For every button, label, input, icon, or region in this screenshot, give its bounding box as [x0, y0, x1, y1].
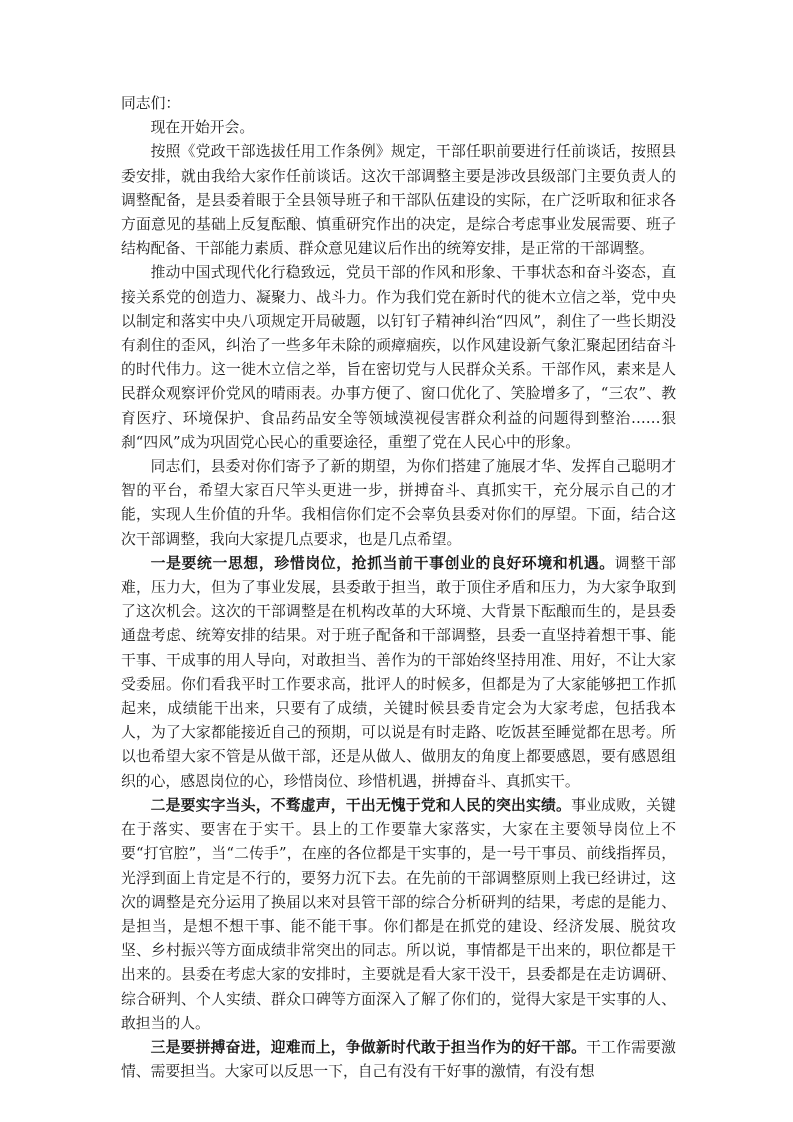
- section-two-body: 事业成败，关键在于落实、要害在于实干。县上的工作要靠大家落实，大家在主要领导岗位上不要“打官腔”，当“二传手”，在座的各位都是干实事的，是一号干事员、前线指挥员，光浮到面上肯定是不行的，要努力沉下去。在先前的干部调整原则上我已经讲过，这次的调整是充分运用了换届以来对县管干部的综合分析研判的结果，考虑的是能力、是担当，是想不想干事、能不能干事。你们都是在抓党的建设、经济发展、脱贫攻坚、乡村振兴等方面成绩非常突出的同志。所以说，事情都是干出来的，职位都是干出来的。县委在考虑大家的安排时，主要就是看大家干没干，县委都是在走访调研、综合研判、个人实绩、群众口碑等方面深入了解了你们的，觉得大家是干实事的人、敢担当的人。: [121, 796, 676, 1032]
- paragraph-expectation: 同志们，县委对你们寄予了新的期望，为你们搭建了施展才华、发挥自己聪明才智的平台，希望大家百尺竿头更进一步，拼搏奋斗、真抓实干，充分展示自己的才能，实现人生价值的升华。我相信你们定不会辜负县委对你们的厚望。下面，结合这次干部调整，我向大家提几点要求，也是几点希望。: [121, 458, 676, 548]
- paragraph-intro: 按照《党政干部选拔任用工作条例》规定，干部任职前要进行任前谈话，按照县委安排，就由我给大家作任前谈话。这次干部调整主要是涉改县级部门主要负责人的调整配备，是县委着眼于全县领导班子和干部队伍建设的实际，在广泛听取和征求各方面意见的基础上反复酝酿、慎重研究作出的决定，是综合考虑事业发展需要、班子结构配备、干部能力素质、群众意见建议后作出的统筹安排，是正常的干部调整。: [121, 143, 676, 258]
- section-two: [121, 794, 676, 1036]
- opening-line: 现在开始开会。: [150, 119, 255, 137]
- section-two-title: 二是要实字当头，不骛虚声，干出无愧于党和人民的突出实绩。: [150, 796, 572, 814]
- section-one-title: 一是要统一思想，珍惜岗位，抢抓当前干事创业的良好环境和机遇。: [150, 554, 615, 572]
- salutation: 同志们：: [121, 95, 181, 112]
- document-body: [121, 92, 676, 1084]
- section-one-body: 调整干部难，压力大，但为了事业发展，县委敢于担当，敢于顶住矛盾和压力，为大家争取到了这次机会。这次的干部调整是在机构改革的大环境、大背景下酝酿而生的，是县委通盘考虑、统筹安排的结果。对于班子配备和干部调整，县委一直坚持着想干事、能干事、干成事的用人导向，对敢担当、善作为的干部始终坚持用准、用好，不让大家受委屈。你们看我平时工作要求高，批评人的时候多，但都是为了大家能够把工作抓起来，成绩能干出来，只要有了成绩，关键时候县委肯定会为大家考虑，包括我本人，为了大家都能接近自己的预期，可以说是有时走路、吃饭甚至睡觉都在思考。所以也希望大家不管是从做干部，还是从做人、做朋友的角度上都要感恩，要有感恩组织的心，感恩岗位的心，珍惜岗位、珍惜机遇，拼搏奋斗、真抓实干。: [121, 554, 676, 790]
- section-three: [121, 1036, 676, 1084]
- section-three-body: 干工作需要激情、需要担当。大家可以反思一下，自己有没有干好事的激情，有没有想: [121, 1038, 676, 1081]
- section-one: [121, 552, 676, 794]
- paragraph-style: 推动中国式现代化行稳致远，党员干部的作风和形象、干事状态和奋斗姿态，直接关系党的创造力、凝聚力、战斗力。作为我们党在新时代的徙木立信之举，党中央以制定和落实中央八项规定开局破题，以钉钉子精神纠治“四风”，刹住了一些长期没有刹住的歪风，纠治了一些多年未除的顽瘴痼疾，以作风建设新气象汇聚起团结奋斗的时代伟力。这一徙木立信之举，旨在密切党与人民群众关系。干部作风，素来是人民群众观察评价党风的晴雨表。办事方便了、窗口优化了、笑脸增多了，“三农”、教育医疗、环境保护、食品药品安全等领域漠视侵害群众利益的问题得到整治……狠刹“四风”成为巩固党心民心的重要途径，重塑了党在人民心中的形象。: [121, 264, 676, 451]
- section-three-title: 三是要拼搏奋进，迎难而上，争做新时代敢于担当作为的好干部。: [150, 1038, 587, 1056]
